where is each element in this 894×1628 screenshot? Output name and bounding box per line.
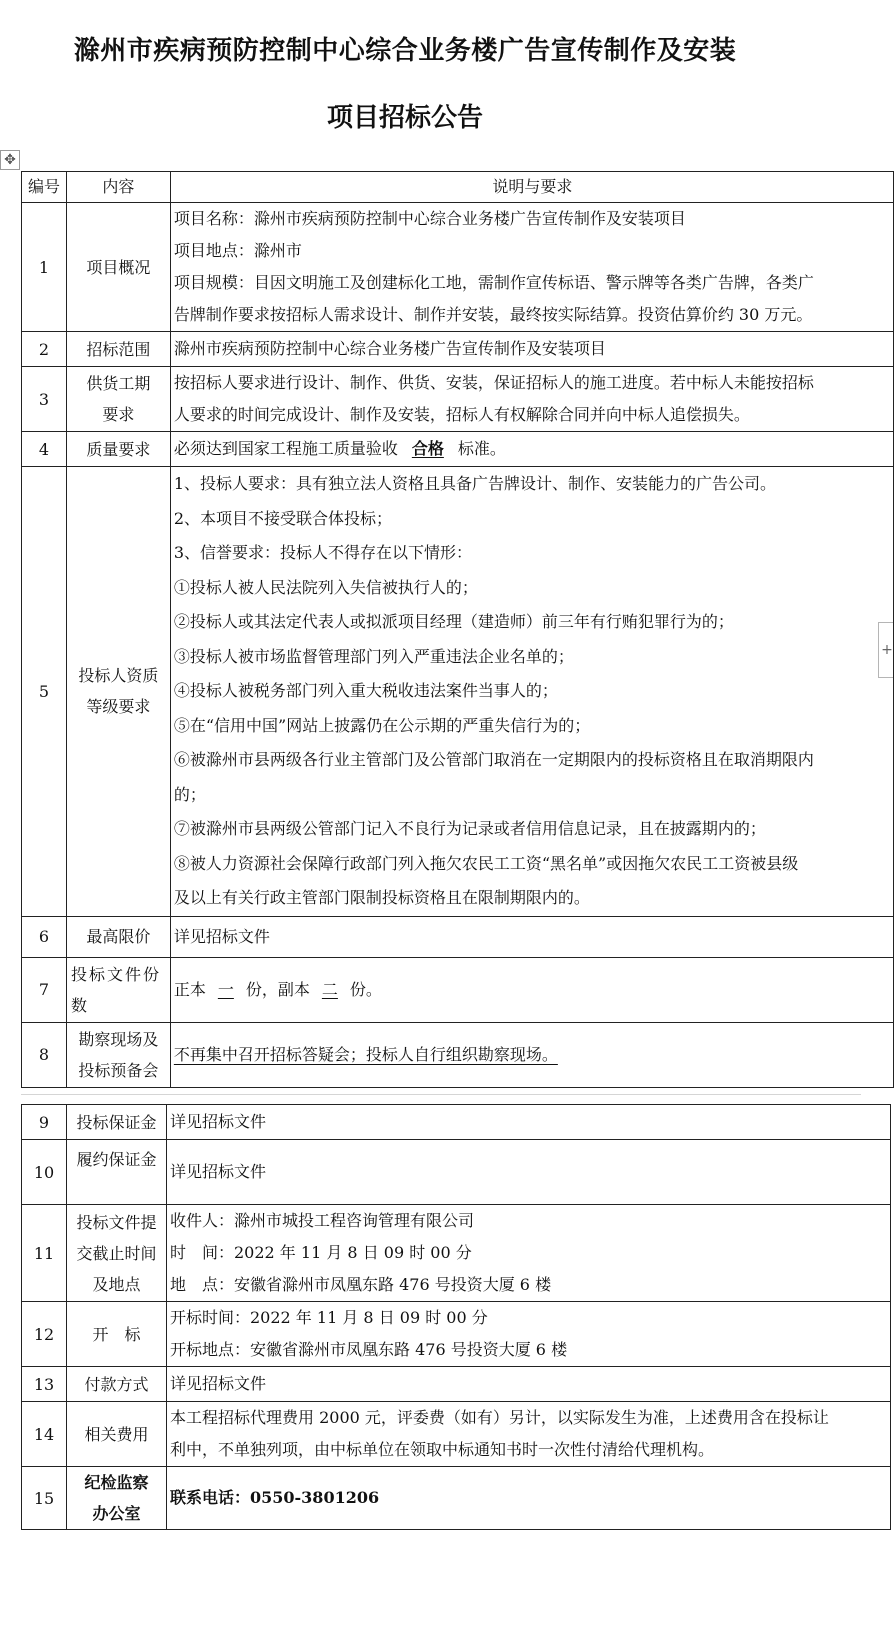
header-item: 内容 bbox=[66, 172, 170, 203]
content-line: ①投标人被人民法院列入失信被执行人的； bbox=[173, 577, 478, 597]
label-line: 投标文件提 bbox=[76, 1212, 157, 1232]
table-row bbox=[22, 1205, 891, 1302]
row-content bbox=[170, 367, 893, 432]
label-line: 数 bbox=[70, 995, 87, 1015]
row-content: 详见招标文件 bbox=[170, 916, 893, 957]
table-row bbox=[22, 1367, 891, 1402]
content-text: 正本 bbox=[173, 979, 206, 999]
label-line: 投标预备会 bbox=[78, 1060, 159, 1080]
content-line: ②投标人或其法定代表人或拟派项目经理（建造师）前三年有行贿犯罪行为的； bbox=[173, 612, 734, 631]
row-label bbox=[66, 467, 170, 917]
content-line: 开标地点：安徽省滁州市凤凰东路 476 号投资大厦 6 楼 bbox=[170, 1340, 568, 1359]
content-text: 必须达到国家工程施工质量验收 bbox=[173, 439, 398, 458]
row-number: 7 bbox=[22, 957, 67, 1022]
content-line: ③投标人被市场监督管理部门列入严重违法企业名单的； bbox=[173, 646, 574, 666]
table-row bbox=[22, 367, 894, 432]
table-row bbox=[22, 432, 894, 467]
content-text: 标准。 bbox=[457, 439, 506, 458]
row-content: 联系电话：0550-3801206 bbox=[167, 1467, 891, 1530]
row-label: 投标保证金 bbox=[67, 1105, 167, 1140]
label-line: 及地点 bbox=[92, 1274, 141, 1294]
content-line: ⑦被滁州市县两级公管部门记入不良行为记录或者信用信息记录，且在披露期内的； bbox=[173, 819, 766, 838]
content-line: 项目地点：滁州市 bbox=[173, 241, 302, 260]
row-content bbox=[170, 203, 893, 332]
row-number: 12 bbox=[22, 1302, 67, 1367]
header-desc: 说明与要求 bbox=[170, 172, 893, 203]
row-number: 6 bbox=[22, 916, 67, 957]
row-number: 13 bbox=[22, 1367, 67, 1402]
row-number: 5 bbox=[22, 467, 67, 917]
notice-title-line-2: 项目招标公告 bbox=[326, 103, 483, 133]
filled-blank: 一 bbox=[217, 979, 234, 999]
content-text: 份。 bbox=[349, 979, 382, 999]
row-content bbox=[167, 1402, 891, 1467]
row-number: 1 bbox=[22, 203, 67, 332]
row-label bbox=[67, 1205, 167, 1302]
notice-title-line-1: 滁州市疾病预防控制中心综合业务楼广告宣传制作及安装 bbox=[73, 36, 737, 66]
tender-table-part-1 bbox=[21, 171, 894, 1088]
content-line: ⑤在“信用中国”网站上披露仍在公示期的严重失信行为的； bbox=[173, 715, 591, 735]
table-row bbox=[22, 1402, 891, 1467]
content-line: 2、本项目不接受联合体投标； bbox=[173, 508, 393, 528]
row-number: 10 bbox=[22, 1140, 67, 1205]
table-row bbox=[22, 467, 894, 917]
row-number: 4 bbox=[22, 432, 67, 467]
table-row bbox=[22, 916, 894, 957]
row-content bbox=[167, 1302, 891, 1367]
row-label: 招标范围 bbox=[66, 332, 170, 367]
row-label: 质量要求 bbox=[66, 432, 170, 467]
content-line: 本工程招标代理费用 2000 元，评委费（如有）另计，以实际发生为准，上述费用含在投标让 bbox=[170, 1408, 829, 1427]
table-row bbox=[22, 1140, 891, 1205]
content-line: ④投标人被税务部门列入重大税收违法案件当事人的； bbox=[173, 681, 558, 700]
row-content: 滁州市疾病预防控制中心综合业务楼广告宣传制作及安装项目 bbox=[170, 332, 893, 367]
row-label bbox=[67, 1467, 167, 1530]
table-move-handle-icon[interactable]: ✥ bbox=[0, 150, 20, 170]
tender-table-part-2 bbox=[21, 1104, 891, 1530]
content-line: 3、信誉要求：投标人不得存在以下情形： bbox=[173, 543, 473, 562]
content-line: 收件人：滁州市城投工程咨询管理有限公司 bbox=[170, 1211, 475, 1230]
row-number: 8 bbox=[22, 1022, 67, 1087]
content-line: ⑧被人力资源社会保障行政部门列入拖欠农民工工资“黑名单”或因拖欠农民工工资被县级 bbox=[173, 853, 799, 873]
content-line: ⑥被滁州市县两级各行业主管部门及公管部门取消在一定期限内的投标资格且在取消期限内 bbox=[173, 750, 814, 769]
row-label: 开 标 bbox=[67, 1302, 167, 1367]
row-number: 14 bbox=[22, 1402, 67, 1467]
header-no: 编号 bbox=[22, 172, 67, 203]
filled-blank: 二 bbox=[321, 979, 338, 999]
row-label bbox=[66, 1022, 170, 1087]
content-text: 份，副本 bbox=[245, 979, 310, 999]
row-number: 3 bbox=[22, 367, 67, 432]
row-content bbox=[167, 1205, 891, 1302]
row-label: 履约保证金 bbox=[67, 1140, 167, 1205]
label-line: 等级要求 bbox=[86, 697, 151, 717]
row-content: 详见招标文件 bbox=[167, 1105, 891, 1140]
row-label: 项目概况 bbox=[66, 203, 170, 332]
table-row bbox=[22, 957, 894, 1022]
row-number: 11 bbox=[22, 1205, 67, 1302]
table-header-row bbox=[22, 172, 894, 203]
content-line: 项目名称：滁州市疾病预防控制中心综合业务楼广告宣传制作及安装项目 bbox=[173, 209, 686, 228]
row-content bbox=[170, 467, 893, 917]
label-line: 要求 bbox=[102, 405, 135, 424]
table-row bbox=[22, 1467, 891, 1530]
content-line: 1、投标人要求：具有独立法人资格且具备广告牌设计、制作、安装能力的广告公司。 bbox=[173, 474, 777, 493]
table-row bbox=[22, 1022, 894, 1087]
label-line: 供货工期 bbox=[86, 374, 151, 393]
table-row bbox=[22, 1302, 891, 1367]
label-line: 办公室 bbox=[92, 1504, 141, 1523]
label-line: 投标文件份 bbox=[70, 964, 161, 984]
content-line: 地 点：安徽省滁州市凤凰东路 476 号投资大厦 6 楼 bbox=[170, 1275, 552, 1294]
add-column-handle-icon[interactable]: + bbox=[878, 622, 894, 678]
row-label bbox=[66, 367, 170, 432]
content-line: 开标时间：2022 年 11 月 8 日 09 时 00 分 bbox=[170, 1308, 488, 1327]
table-row bbox=[22, 1105, 891, 1140]
row-content bbox=[170, 957, 893, 1022]
table-break-divider bbox=[21, 1094, 861, 1095]
label-line: 投标人资质 bbox=[78, 666, 159, 686]
table-row bbox=[22, 203, 894, 332]
row-content bbox=[170, 432, 893, 467]
row-label: 最高限价 bbox=[66, 916, 170, 957]
label-line: 交截止时间 bbox=[76, 1243, 157, 1263]
content-line: 利中，不单独列项，由中标单位在领取中标通知书时一次性付清给代理机构。 bbox=[170, 1440, 715, 1459]
row-label: 付款方式 bbox=[67, 1367, 167, 1402]
content-line: 的； bbox=[173, 784, 206, 804]
content-line: 项目规模：目因文明施工及创建标化工地，需制作宣传标语、警示牌等各类广告牌，各类广 bbox=[173, 273, 814, 292]
content-line: 按招标人要求进行设计、制作、供货、安装，保证招标人的施工进度。若中标人未能按招标 bbox=[173, 373, 814, 392]
content-line: 时 间：2022 年 11 月 8 日 09 时 00 分 bbox=[170, 1243, 472, 1262]
row-number: 15 bbox=[22, 1467, 67, 1530]
content-line: 人要求的时间完成设计、制作及安装，招标人有权解除合同并向中标人追偿损失。 bbox=[173, 405, 750, 424]
table-row bbox=[22, 332, 894, 367]
label-line: 纪检监察 bbox=[84, 1473, 149, 1492]
row-content: 详见招标文件 bbox=[167, 1367, 891, 1402]
row-content bbox=[170, 1022, 893, 1087]
label-line: 勘察现场及 bbox=[78, 1029, 159, 1049]
row-number: 2 bbox=[22, 332, 67, 367]
row-number: 9 bbox=[22, 1105, 67, 1140]
content-line: 告牌制作要求按招标人需求设计、制作并安装，最终按实际结算。投资估算价约 30 万元。 bbox=[173, 305, 813, 324]
content-line: 及以上有关行政主管部门限制投标资格且在限制期限内的。 bbox=[173, 888, 590, 907]
filled-blank: 合格 bbox=[411, 439, 444, 458]
row-content: 详见招标文件 bbox=[167, 1140, 891, 1205]
row-label: 相关费用 bbox=[67, 1402, 167, 1467]
row-label bbox=[66, 957, 170, 1022]
content-text: 不再集中召开招标答疑会；投标人自行组织勘察现场。 bbox=[173, 1044, 558, 1064]
